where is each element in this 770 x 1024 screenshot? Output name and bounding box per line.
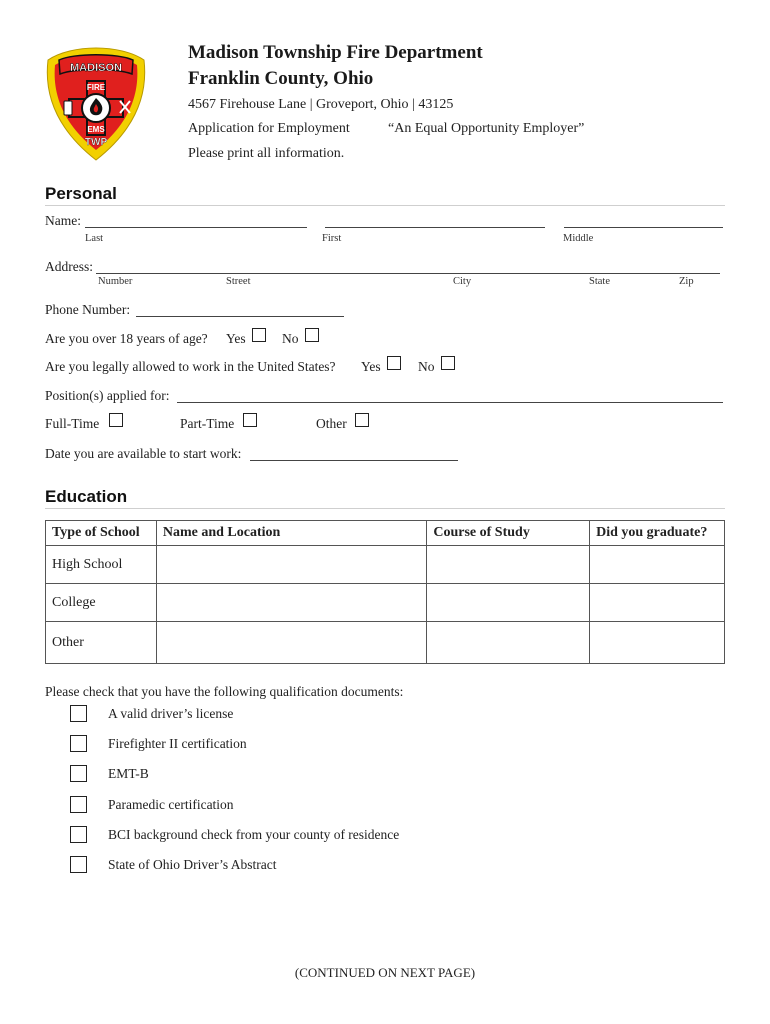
bci-check-checkbox[interactable] [70,826,87,843]
other-checkbox[interactable] [355,413,369,427]
column-header: Course of Study [427,521,590,546]
section-heading-education: Education [45,487,128,506]
work-eligibility-question: Are you legally allowed to work in the United States? [45,359,336,374]
qualification-label: Firefighter II certification [108,736,247,751]
svg-text:MADISON: MADISON [70,62,122,74]
education-table [45,520,725,664]
svg-text:TWP: TWP [84,137,108,148]
eeo-statement: “An Equal Opportunity Employer” [388,121,585,136]
svg-text:EMS: EMS [87,125,105,134]
drivers-license-checkbox[interactable] [70,705,87,722]
middle-caption: Middle [563,233,594,244]
work-yes-label: Yes [361,359,381,374]
department-name: Madison Township Fire Department [188,42,483,63]
paramedic-checkbox[interactable] [70,796,87,813]
age-yes-label: Yes [226,331,246,346]
print-instruction: Please print all information. [188,146,345,161]
graduated-cell[interactable] [590,546,725,584]
department-address: 4567 Firehouse Lane | Groveport, Ohio | 43125 [188,97,454,112]
firefighter-ii-checkbox[interactable] [70,735,87,752]
section-divider [45,205,725,206]
age-question: Are you over 18 years of age? [45,331,208,346]
first-caption: First [322,233,342,244]
work-yes-checkbox[interactable] [387,356,401,370]
phone-label: Phone Number: [45,302,131,317]
zip-caption: Zip [679,276,694,287]
emt-b-checkbox[interactable] [70,765,87,782]
course-cell[interactable] [427,546,590,584]
drivers-abstract-checkbox[interactable] [70,856,87,873]
number-caption: Number [98,276,133,287]
work-no-label: No [418,359,435,374]
last-name-field[interactable] [85,227,307,228]
qualification-label: Paramedic certification [108,797,234,812]
table-row [46,622,725,664]
course-cell[interactable] [427,622,590,664]
last-caption: Last [85,233,104,244]
middle-name-field[interactable] [564,227,723,228]
start-date-field[interactable] [250,460,458,461]
course-cell[interactable] [427,584,590,622]
table-header-row [46,521,725,546]
fire-department-logo [44,46,148,162]
position-field[interactable] [177,402,723,403]
address-field[interactable] [96,273,720,274]
age-no-checkbox[interactable] [305,328,319,342]
qualification-label: EMT-B [108,766,149,781]
svg-text:FIRE: FIRE [86,83,106,92]
address-label: Address: [45,259,93,274]
county-name: Franklin County, Ohio [188,68,374,89]
continued-notice: (CONTINUED ON NEXT PAGE) [294,965,476,980]
section-heading-personal: Personal [45,184,117,203]
full-time-label: Full-Time [45,416,100,431]
table-row [46,584,725,622]
work-no-checkbox[interactable] [441,356,455,370]
state-caption: State [589,276,610,287]
age-yes-checkbox[interactable] [252,328,266,342]
part-time-checkbox[interactable] [243,413,257,427]
column-header: Did you graduate? [590,521,725,546]
form-title: Application for Employment [188,121,350,136]
school-type-cell: High School [46,546,157,584]
section-divider [45,508,725,509]
first-name-field[interactable] [325,227,545,228]
other-label: Other [316,416,347,431]
age-no-label: No [282,331,299,346]
column-header: Name and Location [156,521,427,546]
graduated-cell[interactable] [590,584,725,622]
position-label: Position(s) applied for: [45,388,170,403]
start-date-label: Date you are available to start work: [45,446,242,461]
part-time-label: Part-Time [180,416,235,431]
name-location-cell[interactable] [156,584,427,622]
column-header: Type of School [46,521,157,546]
qualification-label: State of Ohio Driver’s Abstract [108,857,277,872]
school-type-cell: College [46,584,157,622]
qualifications-intro: Please check that you have the following qualification documents: [45,684,404,699]
street-caption: Street [226,276,251,287]
phone-field[interactable] [136,316,344,317]
qualification-label: A valid driver’s license [108,706,234,721]
table-row [46,546,725,584]
name-location-cell[interactable] [156,546,427,584]
name-location-cell[interactable] [156,622,427,664]
graduated-cell[interactable] [590,622,725,664]
city-caption: City [453,276,472,287]
name-label: Name: [45,213,81,228]
qualification-label: BCI background check from your county of residence [108,827,400,842]
full-time-checkbox[interactable] [109,413,123,427]
school-type-cell: Other [46,622,157,664]
